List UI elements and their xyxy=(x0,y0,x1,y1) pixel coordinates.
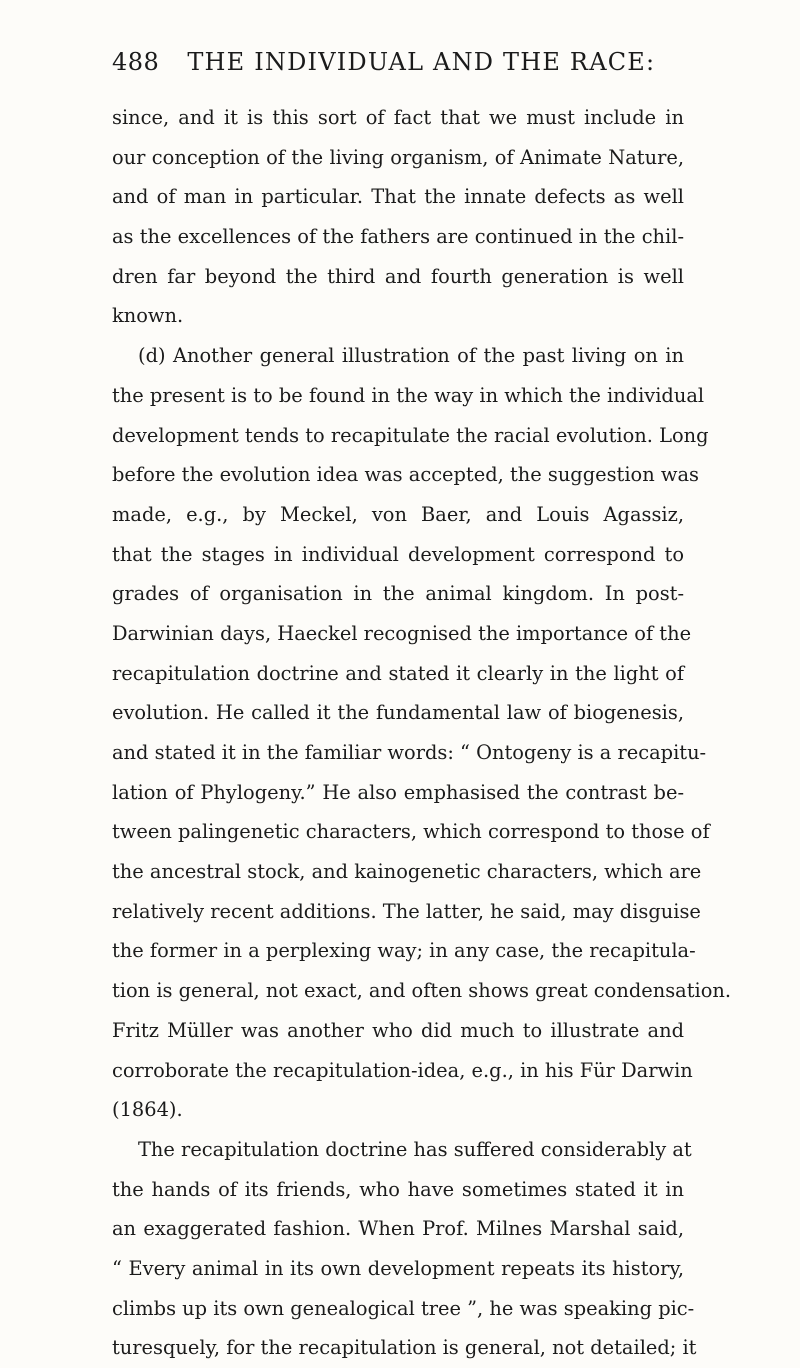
text-line: as the excellences of the fathers are continued in the chil- xyxy=(112,225,684,249)
page-number: 488 xyxy=(112,48,160,76)
text-line: climbs up its own genealogical tree ”, he was speaking pic- xyxy=(112,1296,695,1320)
text-line: corroborate the recapitulation-idea, e.g., in his Für Darwin xyxy=(112,1058,693,1082)
text-line: made, e.g., by Meckel, von Baer, and Louis Agassiz, xyxy=(112,502,684,526)
text-line: an exaggerated fashion. When Prof. Milnes Marshal said, xyxy=(112,1217,684,1241)
page-header xyxy=(112,50,682,74)
text-line: “ Every animal in its own development repeats its history, xyxy=(112,1256,684,1280)
text-line: (d) Another general illustration of the past living on in xyxy=(138,344,684,368)
text-line: that the stages in individual development correspond to xyxy=(112,542,684,566)
text-line: development tends to recapitulate the racial evolution. Long xyxy=(112,423,709,447)
text-line: the present is to be found in the way in which the individual xyxy=(112,383,705,407)
text-line: and of man in particular. That the innate defects as well xyxy=(112,185,684,209)
text-line: the hands of its friends, who have sometimes stated it in xyxy=(112,1177,684,1201)
text-line: since, and it is this sort of fact that we must include in xyxy=(112,106,684,129)
text-line: before the evolution idea was accepted, the suggestion was xyxy=(112,463,699,487)
text-line: relatively recent additions. The latter, he said, may disguise xyxy=(112,899,701,923)
text-line: The recapitulation doctrine has suffered considerably at xyxy=(138,1137,692,1161)
text-line: dren far beyond the third and fourth generation is well xyxy=(112,264,684,288)
text-line: (1864). xyxy=(112,1098,183,1122)
text-line: and stated it in the familiar words: “ Ontogeny is a recapitu- xyxy=(112,741,707,764)
text-line: Fritz Müller was another who did much to illustrate and xyxy=(112,1018,684,1042)
text-line: the ancestral stock, and kainogenetic characters, which are xyxy=(112,860,702,884)
text-line: our conception of the living organism, of Animate Nature, xyxy=(112,145,684,169)
text-line: recapitulation doctrine and stated it clearly in the light of xyxy=(112,661,684,685)
text-line: tion is general, not exact, and often shows great condensation. xyxy=(112,979,732,1003)
text-line: the former in a perplexing way; in any case, the recapitula- xyxy=(112,939,696,963)
text-line: grades of organisation in the animal kingdom. In post- xyxy=(112,582,684,606)
body-text xyxy=(112,98,732,1368)
running-title: THE INDIVIDUAL AND THE RACE: xyxy=(187,48,656,76)
text-line: lation of Phylogeny.” He also emphasised the contrast be- xyxy=(112,780,684,804)
text-line: Darwinian days, Haeckel recognised the importance of the xyxy=(112,621,692,645)
text-line: known. xyxy=(112,304,184,328)
text-line: tween palingenetic characters, which correspond to those of xyxy=(112,820,710,844)
text-line: evolution. He called it the fundamental law of biogenesis, xyxy=(112,701,684,725)
text-line: turesquely, for the recapitulation is general, not detailed; it xyxy=(112,1336,697,1360)
